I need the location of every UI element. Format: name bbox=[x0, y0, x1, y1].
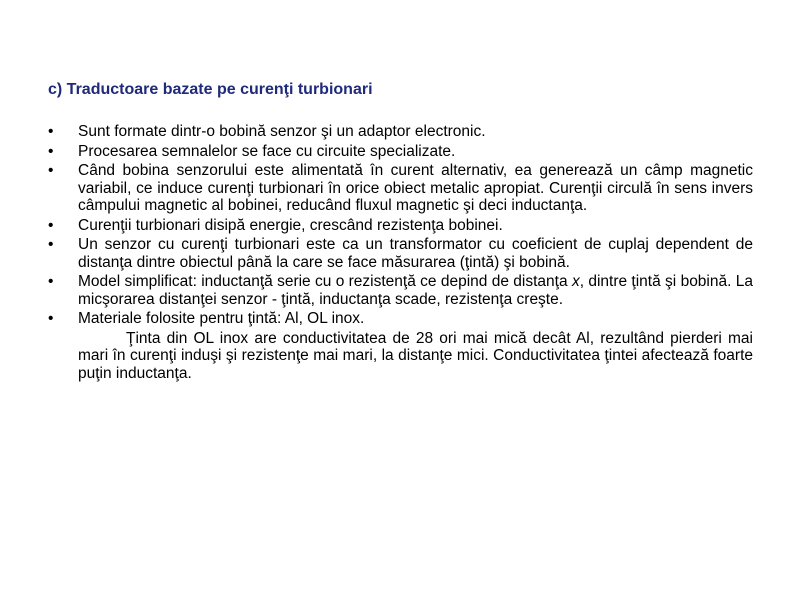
bullet-list bbox=[48, 123, 753, 384]
bullet-icon: • bbox=[48, 273, 54, 290]
bullet-item bbox=[48, 310, 753, 328]
bullet-icon: • bbox=[48, 310, 54, 327]
bullet-item bbox=[48, 236, 753, 271]
bullet-text: Când bobina senzorului este alimentată în curent alternativ, ea generează un câmp magnetic variabil, ce induce curenţi turbionari în orice obiect metalic apropiat. Curenţii circulă în sens invers câmpului magnetic al bobinei, reducând fluxul magnetic şi deci inductanţa. bbox=[78, 162, 753, 214]
bullet-item bbox=[48, 123, 753, 141]
bullet-text: Materiale folosite pentru ţintă: Al, OL inox. bbox=[78, 310, 365, 327]
bullet-text-part: , dintre ţintă şi bobină. La micşorarea distanţei senzor - ţintă, inductanţa scade, rezistenţa creşte. bbox=[78, 273, 753, 308]
bullet-icon: • bbox=[48, 142, 54, 160]
section-heading: c) Traductoare bazate pe curenţi turbionari bbox=[48, 81, 373, 98]
bullet-item bbox=[48, 217, 753, 235]
bullet-icon: • bbox=[48, 162, 54, 179]
subparagraph-item bbox=[48, 330, 753, 383]
subparagraph: Ţinta din OL inox are conductivitatea de 28 ori mai mică decât Al, rezultând pierderi mai mari în curenţi induşi şi rezistenţe mai mari, la distanţe mici. Conductivitatea ţintei afectează foarte puţin inductanţa. bbox=[78, 329, 753, 382]
bullet-icon: • bbox=[48, 123, 54, 140]
bullet-item bbox=[48, 273, 753, 308]
bullet-text: Un senzor cu curenţi turbionari este ca un transformator cu coeficient de cuplaj dependent de distanţa dintre obiectul până la care se face măsurarea (ţintă) şi bobină. bbox=[78, 236, 753, 271]
bullet-item bbox=[48, 162, 753, 215]
bullet-text bbox=[78, 273, 753, 308]
bullet-icon: • bbox=[48, 236, 54, 253]
bullet-icon: • bbox=[48, 216, 54, 234]
bullet-item bbox=[48, 143, 753, 161]
bullet-text: Procesarea semnalelor se face cu circuite specializate. bbox=[78, 142, 456, 160]
bullet-text: Sunt formate dintr-o bobină senzor şi un adaptor electronic. bbox=[78, 123, 486, 140]
bullet-text-part: Model simplificat: inductanţă serie cu o rezistenţă ce depind de distanţa bbox=[78, 273, 572, 290]
bullet-text: Curenţii turbionari disipă energie, crescând rezistenţa bobinei. bbox=[78, 216, 503, 234]
variable-x: x bbox=[571, 273, 580, 290]
